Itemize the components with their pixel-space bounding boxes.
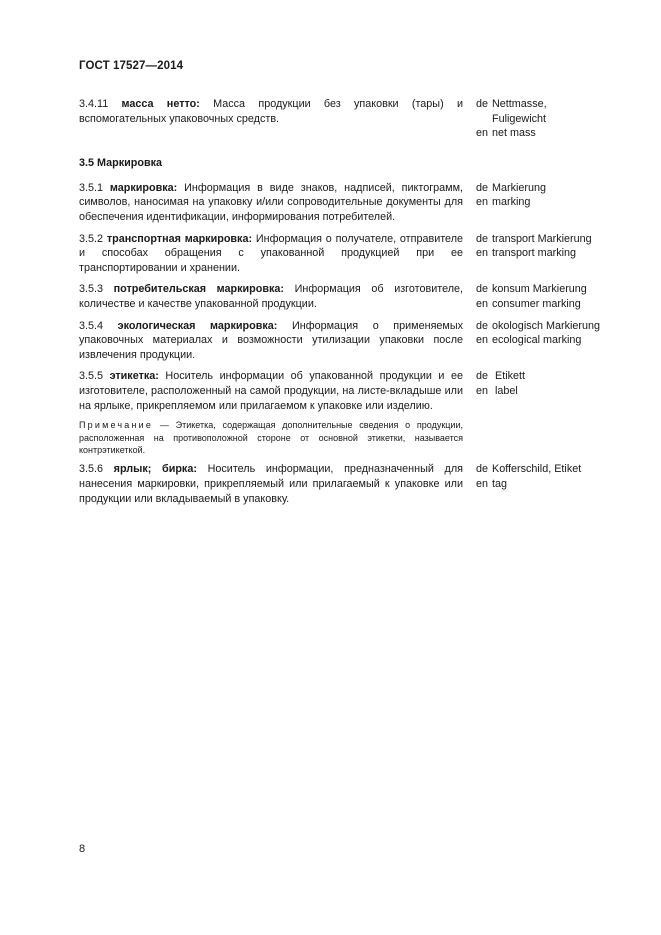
- equivalent-term: transport Markierung: [492, 232, 592, 245]
- foreign-equivalents: [491, 369, 619, 413]
- term-text: [79, 232, 463, 276]
- term-text: [79, 462, 463, 506]
- lang-code: en: [476, 247, 489, 260]
- equivalent-term: marking: [492, 196, 531, 209]
- term-text: [79, 282, 463, 311]
- term-number: 3.5.2: [79, 232, 104, 245]
- term-name: маркировка:: [109, 181, 178, 194]
- lang-code: [476, 112, 491, 127]
- term-text: [79, 369, 463, 413]
- term-definition: Информация о применяемых упаковочных материалах и возможности утилизации упаковки после извлечения продукции.: [79, 319, 464, 361]
- note: [79, 419, 463, 456]
- language-codes: [463, 369, 491, 413]
- term-definition: Информация о получателе, отправителе и способах обращения с упакованной продукцией при ее транспортировании и хранении.: [79, 232, 464, 274]
- lang-code: de: [476, 283, 489, 296]
- term-text: [79, 97, 463, 141]
- foreign-equivalents: [491, 181, 619, 225]
- foreign-equivalents: [491, 462, 619, 506]
- term-name: транспортная маркировка:: [106, 232, 253, 245]
- term-text: [79, 181, 463, 225]
- equivalent-term: consumer marking: [492, 297, 581, 310]
- term-definition: Информация в виде знаков, надписей, пиктограмм, символов, наносимая на упаковку и/или сопроводительные документы для обеспечения идентификации, информирования потребителей.: [79, 181, 464, 223]
- lang-code: en: [476, 477, 489, 490]
- language-codes: [463, 97, 491, 141]
- lang-code: en: [476, 384, 489, 397]
- foreign-equivalents: [491, 282, 619, 311]
- term-name: потребительская маркировка:: [113, 283, 285, 296]
- term-definition: Информация об изготовителе, количестве и качестве упакованной продукции.: [79, 283, 464, 310]
- term-number: 3.4.11: [79, 98, 109, 110]
- term-name: экологическая маркировка:: [117, 319, 278, 332]
- language-codes: [463, 181, 491, 225]
- equivalent-term: Etikett: [495, 370, 526, 383]
- term-entry-3-4-11: [79, 97, 619, 141]
- equivalent-term: net mass: [492, 127, 536, 140]
- term-name: ярлык; бирка:: [113, 463, 197, 476]
- equivalent-term: okologisch Markierung: [492, 319, 601, 332]
- page-number: 8: [79, 843, 86, 855]
- term-entry-3-5-6: [79, 462, 619, 506]
- term-entry-3-5-4: [79, 319, 619, 363]
- equivalent-term: tag: [492, 477, 508, 490]
- equivalent-term: ecological marking: [492, 334, 582, 347]
- language-codes: [463, 319, 491, 363]
- language-codes: [463, 282, 491, 311]
- foreign-equivalents: [491, 232, 619, 276]
- equivalent-term: Markierung: [492, 181, 547, 194]
- lang-code: de: [476, 319, 489, 332]
- note-text: — Этикетка, содержащая дополнительные сведения о продукции, расположенная на противоположной стороне от основной этикетки, называется контрэтикеткой.: [79, 420, 463, 455]
- equivalent-term: label: [495, 384, 518, 397]
- lang-code: en: [476, 334, 489, 347]
- term-definition: Носитель информации, предназначенный для нанесения маркировки, прикрепляемый или прилагаемый к упаковке или продукции или вкладываемый в упаковку.: [79, 463, 463, 505]
- language-codes: [463, 232, 491, 276]
- term-number: 3.5.5: [79, 370, 104, 383]
- equivalent-term: Kofferschild, Etiket: [492, 463, 582, 476]
- term-name: этикетка:: [109, 370, 159, 383]
- term-number: 3.5.6: [79, 463, 104, 476]
- note-label: Примечание: [79, 420, 154, 431]
- term-definition: Масса продукции без упаковки (тары) и вспомогательных упаковочных средств.: [79, 98, 463, 125]
- term-text: [79, 319, 463, 363]
- lang-code: de: [476, 463, 489, 476]
- equivalent-term: Nettmasse,: [492, 98, 547, 110]
- term-definition: Носитель информации об упакованной продукции и ее изготовителе, расположенный на самой продукции, на листе-вкладыше или на ярлыке, прикрепляемом или прилагаемом к упаковке или изделию.: [79, 370, 464, 412]
- equivalent-term: transport marking: [492, 247, 577, 260]
- lang-code: en: [476, 127, 489, 140]
- lang-code: de: [476, 181, 489, 194]
- document-body: [79, 97, 619, 506]
- term-number: 3.5.4: [79, 319, 104, 332]
- lang-code: de: [476, 98, 489, 110]
- term-entry-3-5-5: [79, 369, 619, 413]
- term-name: масса нетто:: [121, 98, 200, 110]
- lang-code: en: [476, 297, 489, 310]
- term-entry-3-5-2: [79, 232, 619, 276]
- lang-code: de: [476, 370, 489, 383]
- foreign-equivalents: [491, 97, 619, 141]
- foreign-equivalents: [491, 319, 619, 363]
- equivalent-term: konsum Markierung: [492, 283, 587, 296]
- document-header: ГОСТ 17527—2014: [79, 60, 184, 72]
- language-codes: [463, 462, 491, 506]
- lang-code: en: [476, 196, 489, 209]
- equivalent-term: Fuligewicht: [492, 112, 547, 125]
- lang-code: de: [476, 232, 489, 245]
- term-number: 3.5.3: [79, 283, 104, 296]
- section-title: 3.5 Маркировка: [79, 156, 163, 169]
- term-entry-3-5-1: [79, 181, 619, 225]
- term-number: 3.5.1: [79, 181, 104, 194]
- term-entry-3-5-3: [79, 282, 619, 311]
